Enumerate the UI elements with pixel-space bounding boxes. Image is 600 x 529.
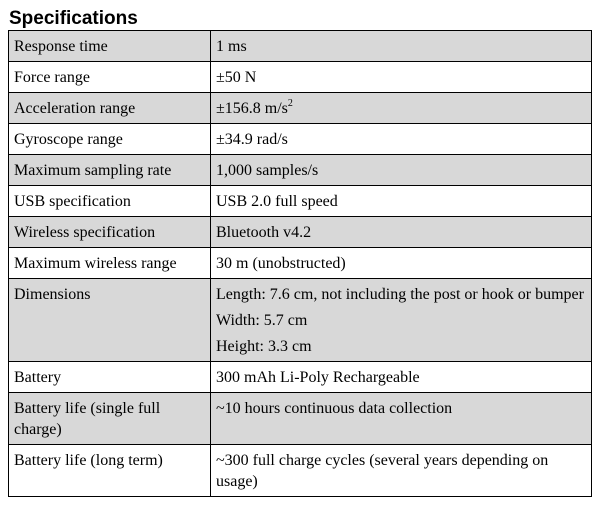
row-value: USB 2.0 full speed [211,186,592,217]
dimension-length: Length: 7.6 cm, not including the post or hook or bumper [216,286,584,303]
table-row [9,445,592,497]
table-row [9,362,592,393]
table-row [9,248,592,279]
table-row [9,393,592,445]
table-row [9,186,592,217]
row-label: Maximum sampling rate [9,155,211,186]
row-label: USB specification [9,186,211,217]
row-label: Battery life (long term) [9,445,211,497]
table-row [9,93,592,124]
dimension-height: Height: 3.3 cm [216,338,312,355]
row-value: 1,000 samples/s [211,155,592,186]
row-value: ±50 N [211,62,592,93]
table-row [9,155,592,186]
row-value: 30 m (unobstructed) [211,248,592,279]
table-row [9,279,592,362]
row-label: Maximum wireless range [9,248,211,279]
row-value [211,279,592,362]
table-row [9,62,592,93]
section-heading: Specifications [9,8,138,29]
row-label: Force range [9,62,211,93]
specifications-table [8,30,592,497]
dimension-width: Width: 5.7 cm [216,312,308,329]
row-label: Dimensions [9,279,211,362]
row-label: Acceleration range [9,93,211,124]
row-value: ~10 hours continuous data collection [211,393,592,445]
row-value: Bluetooth v4.2 [211,217,592,248]
row-value: 300 mAh Li-Poly Rechargeable [211,362,592,393]
superscript: 2 [287,98,293,109]
row-label: Response time [9,31,211,62]
row-label: Wireless specification [9,217,211,248]
row-label: Battery [9,362,211,393]
row-label: Battery life (single full charge) [9,393,211,445]
row-value: ~300 full charge cycles (several years depending on usage) [211,445,592,497]
table-row [9,31,592,62]
row-value: 1 ms [211,31,592,62]
row-value: ±156.8 $m/s^2$ [211,93,592,124]
table-row [9,217,592,248]
row-label: Gyroscope range [9,124,211,155]
table-row [9,124,592,155]
row-value: ±34.9 rad/s [211,124,592,155]
